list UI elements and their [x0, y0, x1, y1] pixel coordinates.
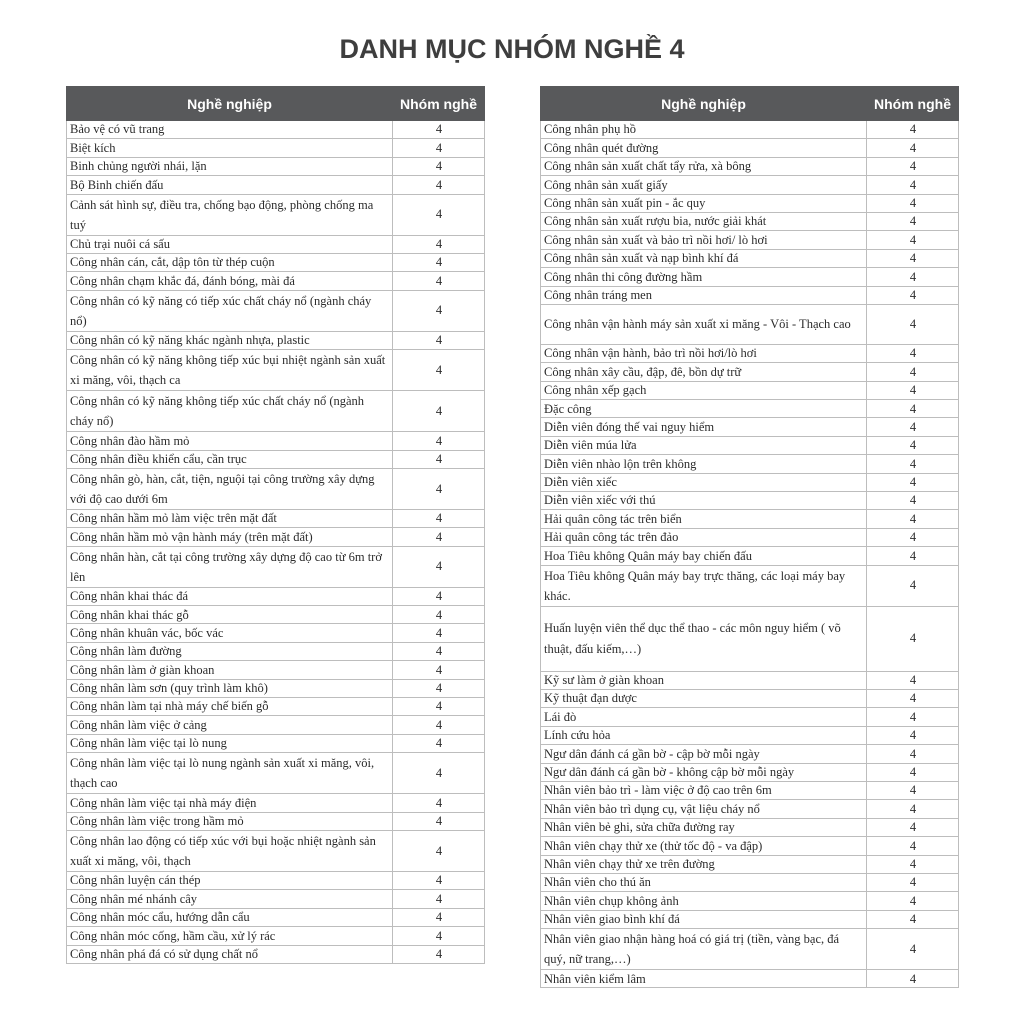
occupation-cell: Công nhân có kỹ năng khác ngành nhựa, plastic [67, 331, 393, 349]
table-row [541, 121, 959, 139]
group-cell: 4 [393, 468, 485, 509]
occupation-cell: Công nhân khuân vác, bốc vác [67, 624, 393, 642]
group-cell: 4 [867, 606, 959, 671]
table-row [67, 642, 485, 660]
table-row [67, 509, 485, 527]
group-cell: 4 [393, 272, 485, 290]
page-title: DANH MỤC NHÓM NGHỀ 4 [339, 34, 685, 64]
group-cell: 4 [393, 890, 485, 908]
table-row [541, 492, 959, 510]
table-row [67, 661, 485, 679]
occupation-column-header: Nghề nghiệp [67, 87, 393, 121]
table-row [67, 450, 485, 468]
occupation-cell: Công nhân chạm khắc đá, đánh bóng, mài đá [67, 272, 393, 290]
table-row [541, 855, 959, 873]
table-row [541, 818, 959, 836]
group-cell: 4 [393, 157, 485, 175]
table-row [541, 363, 959, 381]
occupation-cell: Ngư dân đánh cá gần bờ - không cập bờ mỗi ngày [541, 763, 867, 781]
table-row [541, 249, 959, 267]
table-row [67, 468, 485, 509]
table-row [67, 945, 485, 963]
table-row [67, 290, 485, 331]
table-row [67, 139, 485, 157]
group-cell: 4 [867, 176, 959, 194]
occupation-cell: Công nhân gò, hàn, cắt, tiện, nguội tại công trường xây dựng với độ cao dưới 6m [67, 468, 393, 509]
group-cell: 4 [393, 290, 485, 331]
table-row [67, 606, 485, 624]
group-column-header: Nhóm nghề [393, 87, 485, 121]
table-row [541, 344, 959, 362]
occupation-cell: Công nhân có kỹ năng không tiếp xúc bụi nhiệt ngành sản xuất xi măng, vôi, thạch ca [67, 350, 393, 391]
occupation-cell: Hoa Tiêu không Quân máy bay chiến đấu [541, 547, 867, 565]
occupation-cell: Binh chủng người nhái, lặn [67, 157, 393, 175]
group-cell: 4 [867, 800, 959, 818]
occupation-cell: Công nhân đào hầm mỏ [67, 432, 393, 450]
group-cell: 4 [393, 753, 485, 794]
occupation-cell: Hải quân công tác trên đảo [541, 528, 867, 546]
occupation-cell: Hải quân công tác trên biển [541, 510, 867, 528]
table-row [541, 436, 959, 454]
group-cell: 4 [867, 139, 959, 157]
occupation-cell: Đặc công [541, 400, 867, 418]
table-row [67, 871, 485, 889]
occupation-cell: Bộ Binh chiến đấu [67, 176, 393, 194]
group-cell: 4 [393, 176, 485, 194]
group-cell: 4 [393, 794, 485, 812]
group-cell: 4 [867, 157, 959, 175]
group-cell: 4 [867, 400, 959, 418]
group-cell: 4 [867, 565, 959, 606]
table-row [67, 734, 485, 752]
group-cell: 4 [393, 121, 485, 139]
occupation-cell: Công nhân làm sơn (quy trình làm khô) [67, 679, 393, 697]
table-row [541, 763, 959, 781]
table-row [541, 726, 959, 744]
group-cell: 4 [867, 304, 959, 344]
group-column-header: Nhóm nghề [867, 87, 959, 121]
table-row [541, 970, 959, 988]
occupation-cell: Công nhân phá đá có sử dụng chất nổ [67, 945, 393, 963]
occupation-cell: Công nhân hầm mỏ vận hành máy (trên mặt đất) [67, 528, 393, 546]
table-row [67, 121, 485, 139]
occupation-cell: Diễn viên nhào lộn trên không [541, 455, 867, 473]
group-cell: 4 [393, 391, 485, 432]
occupation-cell: Huấn luyện viên thể dục thể thao - các môn nguy hiểm ( võ thuật, đấu kiếm,…) [541, 606, 867, 671]
group-cell: 4 [867, 781, 959, 799]
group-cell: 4 [867, 194, 959, 212]
occupation-cell: Diễn viên xiếc với thú [541, 492, 867, 510]
occupation-cell: Kỹ sư làm ở giàn khoan [541, 671, 867, 689]
occupation-cell: Công nhân thi công đường hầm [541, 268, 867, 286]
group-cell: 4 [867, 249, 959, 267]
occupation-cell: Nhân viên bảo trì dụng cụ, vật liệu cháy nổ [541, 800, 867, 818]
table-row [67, 528, 485, 546]
group-cell: 4 [867, 689, 959, 707]
group-cell: 4 [867, 970, 959, 988]
occupation-cell: Công nhân làm tại nhà máy chế biến gỗ [67, 698, 393, 716]
occupation-cell: Công nhân có kỹ năng không tiếp xúc chất cháy nổ (ngành cháy nổ) [67, 391, 393, 432]
table-row [541, 455, 959, 473]
occupation-cell: Công nhân hàn, cắt tại công trường xây dựng độ cao từ 6m trở lên [67, 546, 393, 587]
occupation-cell: Công nhân quét đường [541, 139, 867, 157]
table-row [541, 929, 959, 970]
group-cell: 4 [393, 331, 485, 349]
group-cell: 4 [393, 679, 485, 697]
occupation-cell: Ngư dân đánh cá gần bờ - cập bờ mỗi ngày [541, 745, 867, 763]
group-cell: 4 [867, 528, 959, 546]
occupation-cell: Diễn viên đóng thế vai nguy hiểm [541, 418, 867, 436]
table-row [67, 157, 485, 175]
occupation-cell: Nhân viên chụp không ảnh [541, 892, 867, 910]
occupation-cell: Công nhân sản xuất chất tẩy rửa, xà bông [541, 157, 867, 175]
occupation-cell: Công nhân móc cẩu, hướng dẫn cẩu [67, 908, 393, 926]
occupation-cell: Công nhân tráng men [541, 286, 867, 304]
group-cell: 4 [867, 873, 959, 891]
occupation-cell: Công nhân mé nhánh cây [67, 890, 393, 908]
occupation-cell: Diễn viên múa lửa [541, 436, 867, 454]
occupation-cell: Công nhân làm việc ở cảng [67, 716, 393, 734]
group-cell: 4 [393, 235, 485, 253]
group-cell: 4 [867, 286, 959, 304]
group-cell: 4 [393, 642, 485, 660]
occupation-cell: Công nhân làm đường [67, 642, 393, 660]
occupation-cell: Công nhân vận hành, bảo trì nồi hơi/lò hơi [541, 344, 867, 362]
group-cell: 4 [867, 418, 959, 436]
table-row [541, 689, 959, 707]
occupation-cell: Công nhân sản xuất và nạp bình khí đá [541, 249, 867, 267]
occupation-cell: Nhân viên giao nhận hàng hoá có giá trị (tiền, vàng bạc, đá quý, nữ trang,…) [541, 929, 867, 970]
occupation-cell: Lính cứu hỏa [541, 726, 867, 744]
table-row [541, 268, 959, 286]
occupation-cell: Công nhân cán, cắt, dập tôn từ thép cuộn [67, 253, 393, 271]
occupation-cell: Nhân viên bẻ ghi, sửa chữa đường ray [541, 818, 867, 836]
table-row [67, 546, 485, 587]
table-row [67, 698, 485, 716]
table-row [67, 176, 485, 194]
occupation-cell: Công nhân luyện cán thép [67, 871, 393, 889]
group-cell: 4 [867, 745, 959, 763]
occupation-cell: Công nhân khai thác đá [67, 587, 393, 605]
occupation-cell: Công nhân làm việc trong hầm mỏ [67, 812, 393, 830]
table-row [541, 708, 959, 726]
table-row [67, 587, 485, 605]
group-cell: 4 [867, 212, 959, 230]
table-row [541, 528, 959, 546]
occupation-cell: Công nhân sản xuất rượu bia, nước giải khát [541, 212, 867, 230]
occupation-cell: Công nhân móc cống, hầm cầu, xử lý rác [67, 927, 393, 945]
occupation-cell: Công nhân xếp gạch [541, 381, 867, 399]
group-cell: 4 [867, 510, 959, 528]
group-cell: 4 [867, 763, 959, 781]
table-row [67, 391, 485, 432]
group-cell: 4 [393, 908, 485, 926]
table-row [541, 212, 959, 230]
table-row [541, 473, 959, 491]
occupation-cell: Công nhân hầm mỏ làm việc trên mặt đất [67, 509, 393, 527]
group-cell: 4 [393, 927, 485, 945]
group-cell: 4 [393, 945, 485, 963]
table-row [67, 350, 485, 391]
occupation-cell: Nhân viên cho thú ăn [541, 873, 867, 891]
group-cell: 4 [393, 350, 485, 391]
group-cell: 4 [867, 344, 959, 362]
table-row [541, 304, 959, 344]
table-row [541, 400, 959, 418]
occupation-cell: Công nhân sản xuất giấy [541, 176, 867, 194]
occupation-cell: Công nhân xây cầu, đập, đê, bồn dự trữ [541, 363, 867, 381]
group-cell: 4 [393, 606, 485, 624]
occupation-cell: Bảo vệ có vũ trang [67, 121, 393, 139]
table-row [67, 716, 485, 734]
group-cell: 4 [867, 436, 959, 454]
occupation-cell: Công nhân sản xuất pin - ắc quy [541, 194, 867, 212]
occupation-table-left [66, 86, 485, 964]
occupation-cell: Công nhân sản xuất và bảo trì nồi hơi/ lò hơi [541, 231, 867, 249]
group-cell: 4 [393, 253, 485, 271]
group-cell: 4 [867, 381, 959, 399]
table-row [541, 892, 959, 910]
group-cell: 4 [393, 812, 485, 830]
occupation-cell: Công nhân vận hành máy sản xuất xi măng - Vôi - Thạch cao [541, 304, 867, 344]
group-cell: 4 [867, 268, 959, 286]
table-row [541, 837, 959, 855]
table-row [541, 231, 959, 249]
group-cell: 4 [867, 726, 959, 744]
group-cell: 4 [393, 450, 485, 468]
table-row [541, 547, 959, 565]
occupation-column-header: Nghề nghiệp [541, 87, 867, 121]
occupation-cell: Công nhân có kỹ năng có tiếp xúc chất cháy nổ (ngành cháy nổ) [67, 290, 393, 331]
occupation-cell: Công nhân khai thác gỗ [67, 606, 393, 624]
table-row [541, 800, 959, 818]
group-cell: 4 [867, 892, 959, 910]
table-row [67, 235, 485, 253]
group-cell: 4 [393, 734, 485, 752]
group-cell: 4 [867, 818, 959, 836]
table-row [67, 624, 485, 642]
table-row [67, 830, 485, 871]
table-row [541, 286, 959, 304]
table-row [67, 890, 485, 908]
table-row [541, 194, 959, 212]
table-row [67, 679, 485, 697]
group-cell: 4 [867, 363, 959, 381]
occupation-cell: Chủ trại nuôi cá sấu [67, 235, 393, 253]
occupation-cell: Công nhân điều khiển cẩu, cần trục [67, 450, 393, 468]
group-cell: 4 [393, 587, 485, 605]
table-row [541, 139, 959, 157]
table-row [541, 745, 959, 763]
table-header-row [67, 87, 485, 121]
group-cell: 4 [867, 121, 959, 139]
occupation-cell: Hoa Tiêu không Quân máy bay trực thăng, các loại máy bay khác. [541, 565, 867, 606]
occupation-cell: Nhân viên bảo trì - làm việc ở độ cao trên 6m [541, 781, 867, 799]
occupation-cell: Nhân viên giao bình khí đá [541, 910, 867, 928]
occupation-cell: Kỹ thuật đạn dược [541, 689, 867, 707]
group-cell: 4 [393, 528, 485, 546]
occupation-cell: Nhân viên chạy thử xe trên đường [541, 855, 867, 873]
table-row [541, 510, 959, 528]
group-cell: 4 [867, 547, 959, 565]
group-cell: 4 [867, 473, 959, 491]
occupation-cell: Công nhân làm việc tại lò nung [67, 734, 393, 752]
group-cell: 4 [867, 492, 959, 510]
group-cell: 4 [867, 855, 959, 873]
group-cell: 4 [393, 194, 485, 235]
group-cell: 4 [393, 698, 485, 716]
group-cell: 4 [867, 929, 959, 970]
table-row [541, 910, 959, 928]
occupation-cell: Công nhân làm ở giàn khoan [67, 661, 393, 679]
group-cell: 4 [393, 546, 485, 587]
table-row [67, 753, 485, 794]
group-cell: 4 [867, 671, 959, 689]
group-cell: 4 [393, 139, 485, 157]
table-row [67, 272, 485, 290]
table-row [67, 908, 485, 926]
group-cell: 4 [393, 509, 485, 527]
table-row [541, 565, 959, 606]
table-row [541, 418, 959, 436]
table-row [541, 606, 959, 671]
group-cell: 4 [393, 830, 485, 871]
occupation-cell: Công nhân lao động có tiếp xúc với bụi hoặc nhiệt ngành sản xuất xi măng, vôi, thạch [67, 830, 393, 871]
table-row [541, 671, 959, 689]
group-cell: 4 [867, 708, 959, 726]
table-row [541, 781, 959, 799]
occupation-cell: Công nhân phụ hồ [541, 121, 867, 139]
table-row [67, 331, 485, 349]
occupation-cell: Diễn viên xiếc [541, 473, 867, 491]
group-cell: 4 [867, 837, 959, 855]
table-row [67, 927, 485, 945]
occupation-cell: Cảnh sát hình sự, điều tra, chống bạo động, phòng chống ma tuý [67, 194, 393, 235]
group-cell: 4 [393, 871, 485, 889]
table-row [541, 157, 959, 175]
occupation-cell: Lái đò [541, 708, 867, 726]
occupation-table-right [540, 86, 959, 988]
group-cell: 4 [867, 455, 959, 473]
table-row [67, 194, 485, 235]
occupation-cell: Nhân viên kiểm lâm [541, 970, 867, 988]
table-header-row [541, 87, 959, 121]
occupation-cell: Biệt kích [67, 139, 393, 157]
group-cell: 4 [867, 231, 959, 249]
table-row [541, 381, 959, 399]
group-cell: 4 [393, 624, 485, 642]
table-row [541, 176, 959, 194]
table-row [67, 432, 485, 450]
group-cell: 4 [393, 716, 485, 734]
group-cell: 4 [393, 432, 485, 450]
table-row [67, 253, 485, 271]
table-row [67, 794, 485, 812]
table-row [67, 812, 485, 830]
occupation-cell: Công nhân làm việc tại lò nung ngành sản xuất xi măng, vôi, thạch cao [67, 753, 393, 794]
group-cell: 4 [867, 910, 959, 928]
table-row [541, 873, 959, 891]
group-cell: 4 [393, 661, 485, 679]
occupation-cell: Công nhân làm việc tại nhà máy điện [67, 794, 393, 812]
occupation-cell: Nhân viên chạy thử xe (thử tốc độ - va đập) [541, 837, 867, 855]
